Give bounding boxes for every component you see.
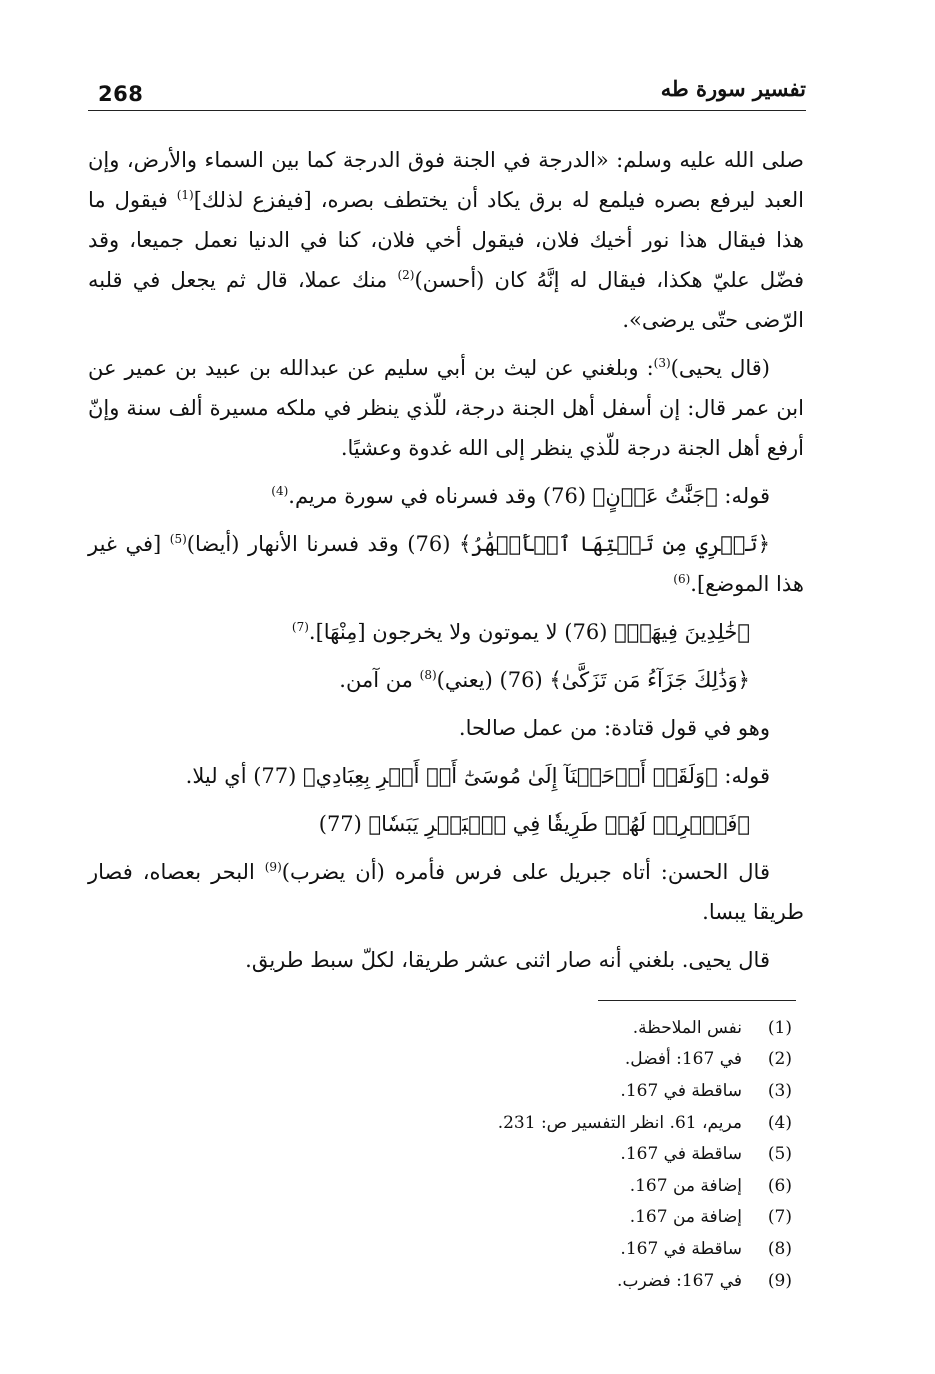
footnote-number: (1): [767, 1017, 792, 1038]
footnote-marker: (7): [291, 620, 309, 634]
paragraph: [88, 660, 804, 700]
footnote-number: (4): [767, 1112, 792, 1133]
text-run: ﴿خَٰلِدِينَ فِيهَاۚ﴾ (76) لا يموتون ولا يخرجون [مِنْهَا].: [308, 620, 750, 644]
text-run: صلى الله عليه وسلم: «الدرجة في الجنة فوق الدرجة كما بين السماء والأرض، وإن العبد ليرفع بصره فيلمع له برق يكاد أن يختطف بصره، [فيفزع لذلك]: [88, 148, 804, 212]
footnote-marker: (2): [397, 268, 415, 282]
text-run: ﴿وَذَٰلِكَ جَزَآءُ مَن تَزَكَّىٰ﴾ (76) (يعني): [436, 668, 750, 692]
footnote-number: (7): [767, 1207, 792, 1228]
footnote-marker: (5): [169, 532, 187, 546]
text-run: قال يحيى. بلغني أنه صار اثنى عشر طريقا، لكلّ سبط طريق.: [245, 948, 770, 972]
footnote: [300, 1107, 792, 1139]
footnote: [300, 1233, 792, 1265]
footnote: [300, 1265, 792, 1297]
paragraph: [88, 708, 804, 748]
text-run: (قال يحيى): [670, 356, 770, 380]
footnote-number: (9): [767, 1270, 792, 1291]
text-run: منك عملا، قال ثم يجعل في قلبه الرّضى حتّى يرضى».: [88, 268, 804, 332]
footnote-text: في 167: أفضل.: [624, 1049, 742, 1070]
paragraph: [88, 804, 804, 844]
paragraph: [88, 348, 804, 468]
text-run: قال الحسن: أتاه جبريل على فرس فأمره (أن يضرب): [281, 860, 770, 884]
paragraph: [88, 756, 804, 796]
text-run: [في غير هذا الموضع].: [88, 532, 804, 596]
footnote-text: ساقطة في 167.: [620, 1144, 742, 1165]
text-run: : وبلغني عن ليث بن أبي سليم عن عبدالله بن عبيد بن عمير عن ابن عمر قال: إن أسفل أهل الجنة درجة، للّذي ينظر في ملكه مسيرة ألف سنة وإنّ أرفع أهل الجنة درجة للّذي ينظر إلى الله غدوة وعشيًا.: [88, 356, 804, 460]
footnote-number: (5): [767, 1144, 792, 1165]
text-run: وهو في قول قتادة: من عمل صالحا.: [458, 716, 770, 740]
main-text: [88, 140, 804, 980]
text-run: من آمن.: [339, 668, 420, 692]
footnote: [300, 1044, 792, 1076]
footnote-text: مريم، 61. انظر التفسير ص: 231.: [497, 1112, 742, 1133]
footnote-text: إضافة من 167.: [629, 1175, 742, 1196]
footnote-marker: (9): [264, 860, 282, 874]
page-number: 268: [98, 82, 144, 106]
paragraph: [88, 612, 804, 652]
paragraph: [88, 940, 804, 980]
footnote-marker: (3): [653, 356, 671, 370]
running-title: تفسير سورة طه: [660, 76, 806, 101]
footnote-text: نفس الملاحظة.: [632, 1017, 742, 1038]
footnote: [300, 1138, 792, 1170]
footnote: [300, 1202, 792, 1234]
text-run: قوله: ﴿وَلَقَدۡ أَوۡحَيۡنَآ إِلَىٰ مُوسَىٰٓ أَنۡ أَسۡرِ بِعِبَادِي﴾ (77) أي ليلا.: [185, 764, 770, 788]
footnote-number: (2): [767, 1049, 792, 1070]
footnote-number: (3): [767, 1080, 792, 1101]
footnote-text: في 167: فضرب.: [617, 1270, 742, 1291]
text-run: قوله: ﴿جَنَّٰتُ عَدۡنٍ﴾ (76) وقد فسرناه في سورة مريم.: [288, 484, 770, 508]
text-run: ﴿تَجۡرِي مِن تَحۡتِهَا ٱلۡأَنۡهَٰرُ﴾ (76) وقد فسرنا الأنهار (أيضا): [186, 532, 771, 556]
paragraph: [88, 524, 804, 604]
text-run: ﴿فَٱضۡرِبۡ لَهُمۡ طَرِيقٗا فِي ٱلۡبَحۡرِ يَبَسٗا﴾ (77): [318, 812, 750, 836]
footnote-text: ساقطة في 167.: [620, 1238, 742, 1259]
footnotes: [300, 1012, 792, 1296]
footnote-marker: (6): [673, 572, 691, 586]
footnote-text: إضافة من 167.: [629, 1207, 742, 1228]
text-run: فيقول ما هذا فيقال هذا نور أخيك فلان، فيقول أخي فلان، كنا في الدنيا نعمل جميعا، وقد فضّل عليّ هكذا، فيقال له إنَّهُ كان (أحسن): [88, 188, 804, 292]
footnote-marker: (4): [271, 484, 289, 498]
footnote-marker: (8): [419, 668, 437, 682]
footnote-separator: [598, 1000, 796, 1001]
footnote: [300, 1012, 792, 1044]
footnote-marker: (1): [176, 188, 194, 202]
paragraph: [88, 852, 804, 932]
paragraph: [88, 140, 804, 340]
text-run: البحر بعصاه، فصار طريقا يبسا.: [88, 860, 804, 924]
footnote: [300, 1075, 792, 1107]
footnote-text: ساقطة في 167.: [620, 1080, 742, 1101]
footnote-number: (8): [767, 1238, 792, 1259]
footnote: [300, 1170, 792, 1202]
paragraph: [88, 476, 804, 516]
footnote-number: (6): [767, 1175, 792, 1196]
page-header: [88, 72, 806, 111]
